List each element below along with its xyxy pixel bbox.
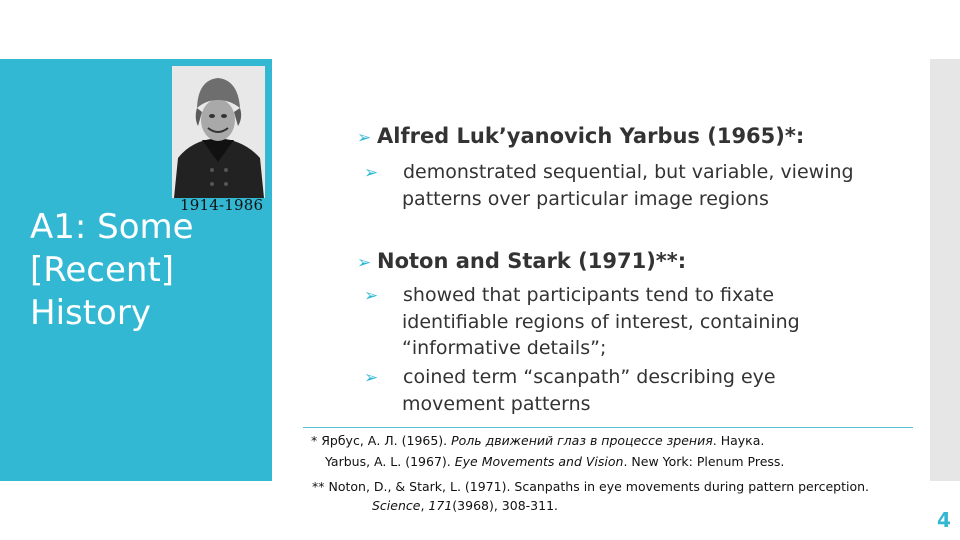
ref-text: * Ярбус, А. Л. (1965). <box>311 433 452 448</box>
sub-bullet-text: showed that participants tend to fixate identifiable regions of interest, containing “informative details”; <box>402 284 800 359</box>
portrait-photo <box>172 66 265 198</box>
ref-text: Yarbus, A. L. (1967). <box>325 454 455 469</box>
ref-text: (3968), 308-311. <box>452 498 558 513</box>
arrow-bullet-icon: ➢ <box>364 286 379 306</box>
sub-bullet-text: demonstrated sequential, but variable, viewing patterns over particular image regions <box>402 161 854 210</box>
bullet-heading-text: Noton and Stark (1971)**: <box>377 249 687 273</box>
ref-title: Eye Movements and Vision <box>454 454 624 469</box>
arrow-bullet-icon: ➢ <box>364 163 379 183</box>
ref-text: , <box>420 498 429 513</box>
reference-1-line-1 <box>311 431 764 451</box>
bullet-heading-noton-stark <box>357 249 686 273</box>
references-divider <box>303 427 913 428</box>
ref-title: Роль движений глаз в процессе зрения <box>451 433 713 448</box>
ref-text: . Наука. <box>712 433 765 448</box>
bullet-heading-yarbus <box>357 124 804 148</box>
ref-journal: Science <box>372 498 421 513</box>
reference-2-line-2 <box>372 496 558 516</box>
arrow-bullet-icon: ➢ <box>357 253 372 273</box>
arrow-bullet-icon: ➢ <box>364 368 379 388</box>
ref-text: . New York: Plenum Press. <box>623 454 785 469</box>
bullet-heading-text: Alfred Luk’yanovich Yarbus (1965)*: <box>377 124 805 148</box>
ref-volume: 171 <box>428 498 453 513</box>
reference-1-line-2 <box>325 452 784 472</box>
slide-title: A1: Some [Recent] History <box>30 207 194 333</box>
sub-bullet-scanpath <box>364 364 822 417</box>
reference-2-line-1: ** Noton, D., & Stark, L. (1971). Scanpaths in eye movements during pattern perception. <box>312 479 870 494</box>
portrait-image <box>172 66 265 198</box>
side-scroll-band <box>930 59 960 481</box>
sub-bullet-fixate <box>364 282 852 361</box>
sub-bullet-text: coined term “scanpath” describing eye movement patterns <box>402 366 776 415</box>
photo-caption: 1914-1986 <box>180 196 264 214</box>
page-number: 4 <box>937 508 951 532</box>
arrow-bullet-icon: ➢ <box>357 128 372 148</box>
sub-bullet-yarbus <box>364 159 922 212</box>
